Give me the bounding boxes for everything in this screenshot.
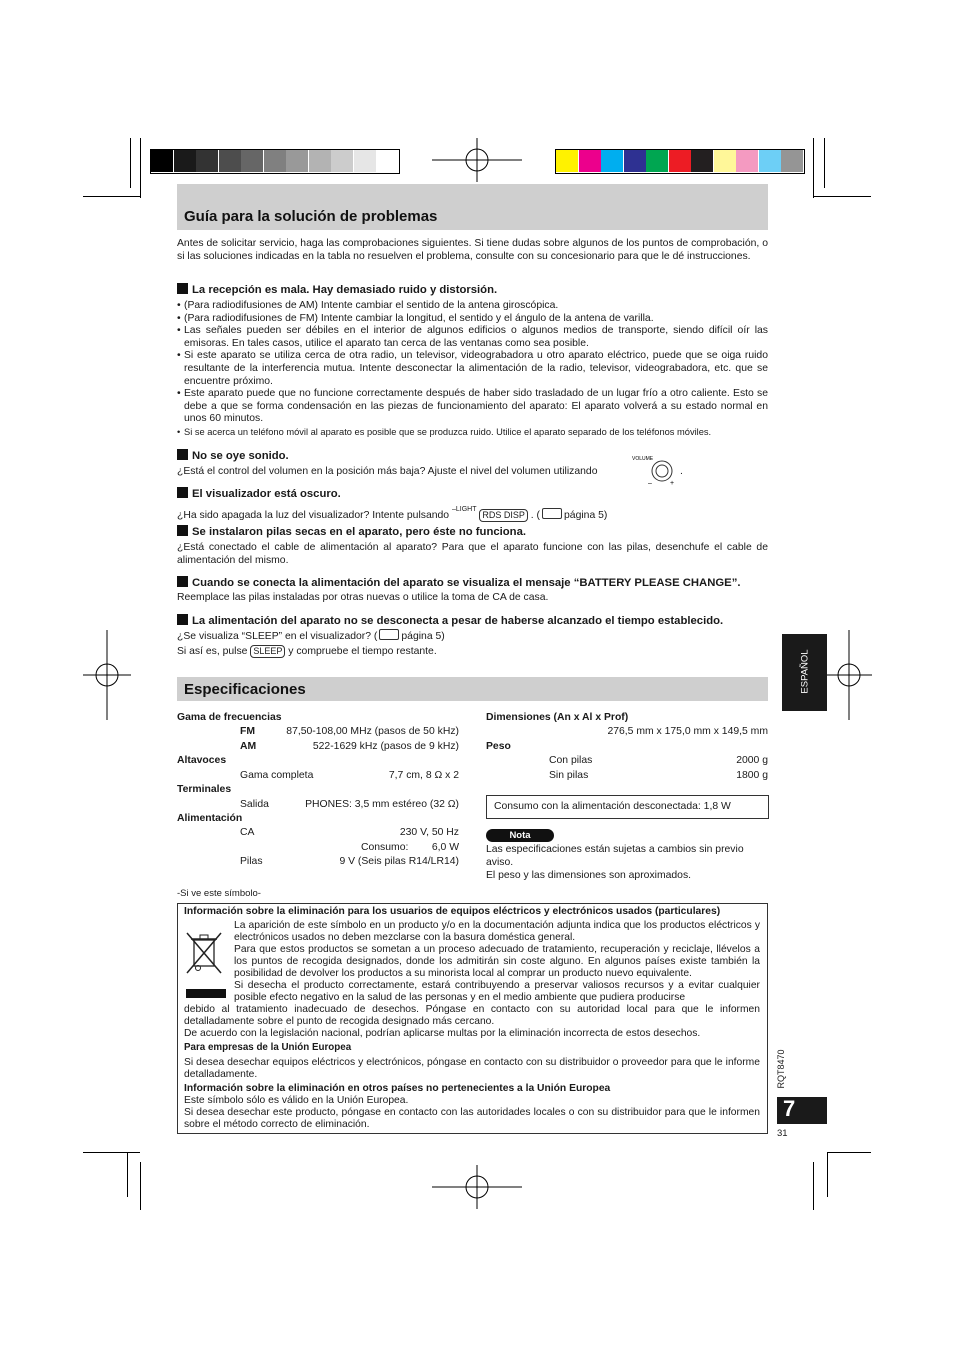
note-badge: Nota (486, 829, 554, 842)
page-number: 31 (777, 1128, 788, 1139)
power-off-line1: ¿Se visualiza “SLEEP” en el visualizador? ( página 5) (177, 631, 445, 642)
registration-mark-bottom (432, 1165, 522, 1209)
spec-dims-value: 276,5 mm x 175,0 mm x 149,5 mm (607, 726, 768, 737)
display-dark-text: ¿Ha sido apagada la luz del visualizador? Intente pulsando $^{-LIGHT}$ RDS DISP . ( página 5) (177, 506, 608, 521)
spec-output-label: Salida (240, 799, 269, 810)
spec-ac-value: 230 V, 50 Hz (399, 827, 459, 838)
disposal-p3b: debido al tratamiento inadecuado de desechos. Póngase en contacto con su autoridad local para que le informen detalladamente sobre el punto de recogida designado más cercano. (184, 1004, 760, 1028)
light-label: –LIGHT (451, 506, 477, 513)
spec-consumption-value: 6,0 W (431, 842, 459, 853)
spec-am-label: AM (240, 741, 257, 752)
disposal-title: Información sobre la eliminación para los usuarios de equipos eléctricos y electrónicos usados (particulares) (184, 906, 721, 917)
troubleshooting-intro: Antes de solicitar servicio, haga las comprobaciones siguientes. Si tiene dudas sobre algunos de los puntos de comprobación, o si las soluciones indicadas en la tabla no resuelven el problema, consulte con su concesionario para que le dé instrucciones. (177, 238, 768, 262)
reception-heading: La recepción es mala. Hay demasiado ruido y distorsión. (177, 283, 497, 296)
registration-mark-top (432, 138, 522, 182)
spec-output-value: PHONES: 3,5 mm estéreo (32 Ω) (305, 799, 459, 810)
spec-note-2: El peso y las dimensiones son aproximados. (486, 870, 692, 881)
crossed-bin-icon (184, 930, 224, 976)
spec-fm-label: FM (240, 726, 256, 737)
spec-without-batt-value: 1800 g (736, 770, 768, 781)
book-reference-icon (379, 629, 399, 640)
spec-am-value: 522-1629 kHz (pasos de 9 kHz) (312, 741, 459, 752)
volume-knob-label: VOLUME (632, 456, 654, 462)
spec-full-range-label: Gama completa (240, 770, 314, 781)
disposal-eu-title: Para empresas de la Unión Europea (184, 1042, 352, 1053)
volume-knob-plus: + (670, 480, 675, 486)
volume-knob-icon (632, 452, 678, 486)
battery-message-text: Reemplace las pilas instaladas por otras nuevas o utilice la toma de CA de casa. (177, 592, 549, 603)
no-sound-text: ¿Está el control del volumen en la posición más baja? Ajuste el nivel del volumen utilizando (177, 466, 598, 477)
spec-without-batt-label: Sin pilas (549, 770, 589, 781)
disposal-p3a: Si desecha el producto correctamente, estará contribuyendo a preservar valiosos recursos y a evitar cualquier posible efecto negativo en la salud de las personas y en el medio ambiente que pudiera producirse (234, 980, 760, 1004)
list-item: • (Para radiodifusiones de AM) Intente cambiar el sentido de la antena giroscópica. (177, 300, 768, 313)
list-item: • Si este aparato se utiliza cerca de otra radio, un televisor, videograbadora u otro aparato eléctrico, puede que se oiga ruido resultante de la interferencia mutua. Intente desconectar la alimentación de la radio, televisor, videograbadora, etc. que se encuentre próximo. (177, 350, 768, 388)
display-dark-heading: El visualizador está oscuro. (177, 487, 341, 500)
list-item: • Si se acerca un teléfono móvil al aparato es posible que se produzca ruido. Utilice el aparato separado de los teléfonos móviles. (177, 426, 768, 439)
spec-speakers-label: Altavoces (177, 755, 227, 766)
disposal-eu-text: Si desea desechar equipos eléctricos y electrónicos, póngase en contacto con su distribuidor o proveedor para que le informe detalladamente. (184, 1057, 760, 1081)
spec-weight-label: Peso (486, 741, 511, 752)
disposal-p1: La aparición de este símbolo en un producto y/o en la documentación adjunta indica que los productos eléctricos y electrónicos usados no deben mezclarse con la basura doméstica general. (234, 920, 760, 944)
standby-consumption-box (486, 795, 769, 819)
specifications-header (177, 677, 768, 701)
specifications-title: Especificaciones (184, 681, 306, 698)
spec-power-label: Alimentación (177, 813, 243, 824)
spec-ac-label: CA (240, 827, 255, 838)
sleep-button: SLEEP (250, 645, 285, 658)
power-off-line2: Si así es, pulse SLEEP y compruebe el tiempo restante. (177, 646, 437, 657)
spec-note-1: Las especificaciones están sujetas a cambios sin previo aviso. (486, 844, 744, 868)
spec-with-batt-label: Con pilas (549, 755, 593, 766)
spec-batteries-value: 9 V (Seis pilas R14/LR14) (339, 856, 459, 867)
registration-mark-right (826, 630, 872, 720)
list-item: • Este aparato puede que no funcione correctamente después de haber sido trasladado de un lugar frío a otro caliente. Esto se debe a que se forma condensación en las piezas de funcionamiento del aparato: El aparato volverá a su estado normal en unos 60 minutos. (177, 388, 768, 426)
troubleshooting-header (177, 184, 768, 230)
list-item: • Las señales pueden ser débiles en el interior de algunos edificios o algunos medios de transporte, siendo difícil oír las emisoras. En tales casos, utilice el aparato tan cerca de las ventanas como sea posible. (177, 325, 768, 350)
disposal-lead: -Si ve este símbolo- (177, 888, 261, 899)
no-sound-heading: No se oye sonido. (177, 449, 289, 462)
batteries-heading: Se instalaron pilas secas en el aparato, pero éste no funciona. (177, 525, 526, 538)
color-bar-frame (555, 149, 805, 174)
spec-with-batt-value: 2000 g (736, 755, 768, 766)
batteries-text: ¿Está conectado el cable de alimentación al aparato? Para que el aparato funcione con las pilas, desenchufe el cable de alimentación del mismo. (177, 542, 768, 566)
spec-full-range-value: 7,7 cm, 8 Ω x 2 (388, 770, 459, 781)
spec-dims-label: Dimensiones (An x Al x Prof) (486, 712, 629, 723)
registration-mark-left (83, 630, 131, 720)
chapter-number-badge (777, 1097, 827, 1124)
spec-fm-value: 87,50-108,00 MHz (pasos de 50 kHz) (286, 726, 459, 737)
power-off-heading: La alimentación del aparato no se desconecta a pesar de haberse alcanzado el tiempo establecido. (177, 614, 723, 627)
battery-message-heading: Cuando se conecta la alimentación del aparato se visualiza el mensaje “BATTERY PLEASE CHANGE”. (177, 576, 740, 589)
reception-list (177, 300, 768, 439)
volume-knob-minus: – (648, 480, 652, 486)
spec-batteries-label: Pilas (240, 856, 263, 867)
gray-bar-frame (150, 149, 400, 174)
disposal-non-eu-2: Si desea desechar este producto, póngase en contacto con las autoridades locales o con su distribuidor para que le informen sobre el método correcto de eliminación. (184, 1107, 760, 1131)
spec-terminals-label: Terminales (177, 784, 232, 795)
troubleshooting-title: Guía para la solución de problemas (184, 208, 438, 225)
disposal-p4: De acuerdo con la legislación nacional, podrían aplicarse multas por la eliminación incorrecta de estos desechos. (184, 1028, 701, 1039)
disposal-p2: Para que estos productos se sometan a un proceso adecuado de tratamiento, recuperación y reciclaje, llévelos a los puntos de recogida designados, donde los admitirán sin coste alguno. En algunos países existe también la posibilidad de devolver los productos a su minorista local al comprar un producto nuevo equivalente. (234, 944, 760, 980)
disposal-non-eu-1: Este símbolo sólo es válido en la Unión Europea. (184, 1095, 409, 1106)
no-sound-period: . (680, 466, 683, 477)
language-tab-label: ESPAÑOL (799, 649, 811, 694)
spec-consumption-label: Consumo: (361, 842, 409, 853)
list-item: • (Para radiodifusiones de FM) Intente cambiar la longitud, el sentido y el ángulo de la antena de varilla. (177, 313, 768, 326)
chapter-number: 7 (783, 1096, 796, 1121)
rds-disp-button: RDS DISP (479, 509, 528, 522)
disposal-non-eu-title: Información sobre la eliminación en otros países no pertenecientes a la Unión Europea (184, 1083, 611, 1094)
spec-freq-label: Gama de frecuencias (177, 712, 282, 723)
standby-consumption-text: Consumo con la alimentación desconectada: 1,8 W (494, 801, 731, 812)
book-reference-icon (542, 508, 562, 519)
document-code: RQT8470 (776, 1049, 786, 1089)
language-tab (782, 634, 827, 711)
disposal-box (177, 903, 768, 1134)
bin-bar-mark (186, 989, 226, 998)
